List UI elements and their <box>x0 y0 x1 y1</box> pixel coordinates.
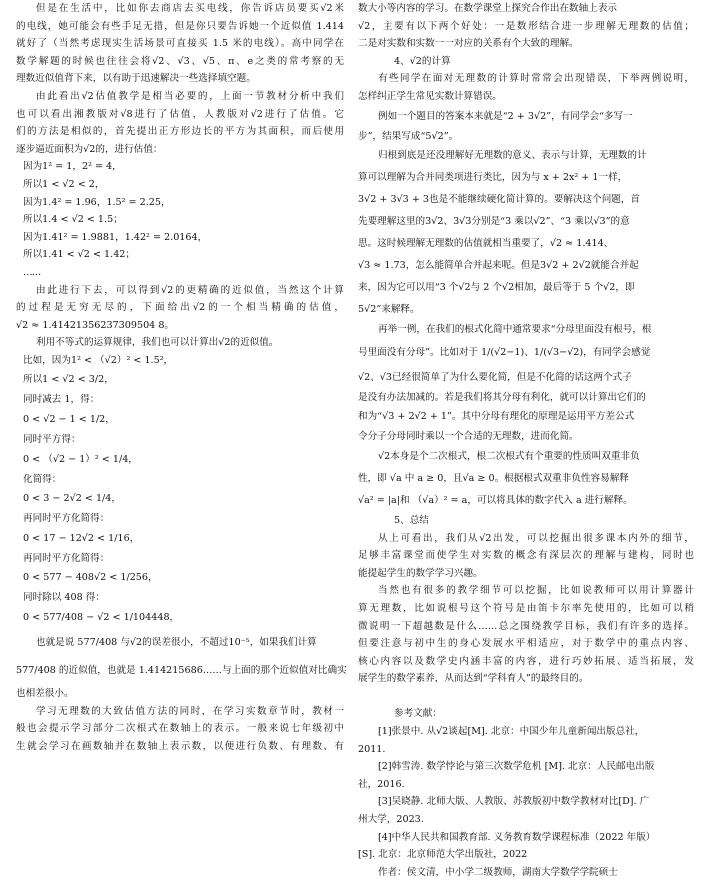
right-text-line: 足够丰富课堂而使学生对实数的概念有深层次的理解与建构，同时也 <box>358 550 694 562</box>
left-text-line: 的过程是无穷无尽的，下面给出√2的一个相当精确的估值， <box>16 302 344 314</box>
left-text-line: 577/408 的近似值，也就是 1.414215686……与上面的那个近似值对比确实 <box>16 665 347 677</box>
left-text-line: 0 < 577/408 − √2 < 1/104448， <box>23 612 180 624</box>
right-text-line: [1]张景中. 从√2谈起[M]. 北京：中国少年儿童新闻出版总社， <box>378 726 645 738</box>
left-text-line: 所以1.41 < √2 < 1.42； <box>23 249 135 261</box>
left-text-line: 般也会提示学习部分二次根式在数轴上的表示。一般来说七年级初中 <box>16 723 344 735</box>
left-text-line: 0 < （√2 − 1）² < 1/4， <box>23 453 138 465</box>
right-text-line: 再举一例，在我们的根式化简中通常要求“分母里面没有根号，根 <box>378 324 652 336</box>
right-text-line: 怎样纠正学生常见实数计算错误。 <box>358 90 502 102</box>
right-text-line: 算可以理解为合并同类项进行类比，因为与 x + 2x² + 1一样， <box>358 172 628 184</box>
right-text-line: 性，即 √a 中 a ≥ 0，且√a ≥ 0。根据根式双重非负性容易解释 <box>358 472 629 484</box>
right-text-line: 社，2016. <box>358 778 405 790</box>
right-text-line: 步”，结果写成“5√2”。 <box>358 130 459 142</box>
right-text-line: 州大学，2023. <box>358 814 424 826</box>
left-text-line: 的电线，她可能会有些手足无措，但是你只要告诉她一个近似值 1.414 <box>16 20 344 32</box>
right-text-line: 5、总结 <box>394 514 429 526</box>
right-text-line: 有些同学在面对无理数的计算时常常会出现错误，下举两例说明， <box>378 73 694 85</box>
left-text-line: 因为1² = 1，2² = 4， <box>23 161 122 173</box>
right-text-line: 归根到底是还没理解好无理数的意义、表示与计算，无理数的计 <box>378 150 647 162</box>
left-text-line: 学习无理数的大致估值方法的同时，在学习实数章节时，教材一 <box>36 705 344 717</box>
right-text-line: 思。这时候理解无理数的估值就相当重要了，√2 ≈ 1.414、 <box>358 238 614 250</box>
right-text-line: 展学生的数学素养，从而达到“学科育人”的最终目的。 <box>358 673 589 685</box>
left-text-line: …… <box>23 266 41 278</box>
right-text-line: 是没有办法加减的。若是我们将其分母有利化，就可以计算出它们的 <box>358 391 646 403</box>
left-column <box>16 0 347 755</box>
left-text-line: 逐步逼近面积为√2的，进行估值： <box>16 143 163 155</box>
right-text-line: 从上可看出，我们从√2出发，可以挖掘出很多课本内外的细节， <box>378 532 694 544</box>
right-text-line: 2011. <box>358 743 386 755</box>
left-text-line: 利用不等式的运算规律，我们也可以计算出√2的近似值。 <box>36 337 279 349</box>
right-text-line: 号里面没有分母”。比如对于 1/(√2−1)、1/(√3−√2)，有同学会感觉 <box>358 346 651 358</box>
left-text-line: 因为1.41² = 1.9881，1.42² = 2.0164， <box>23 231 208 243</box>
right-text-line: 参考文献： <box>394 708 442 720</box>
right-text-line: 先要理解这里的3√2、3√3分别是“3 乘以√2”、“3 乘以√3”的意 <box>358 216 630 228</box>
left-text-line: 所以1.4 < √2 < 1.5； <box>23 214 123 226</box>
left-text-line: 但是在生活中，比如你去商店去买电线，你告诉店员要买√2米 <box>36 3 344 14</box>
right-text-line: [4]中华人民共和国教育部. 义务教育数学课程标准（2022 年版） <box>378 831 656 843</box>
right-text-line: [2]韩雪涛. 数学悖论与第三次数学危机 [M]. 北京：人民邮电出版 <box>378 761 655 773</box>
right-text-line: 核心内容以及数学史内涵丰富的内容，进行巧妙拓展、适当拓展，发 <box>358 655 694 667</box>
right-text-line: √3 ≈ 1.73，怎么能简单合并起来呢。但是3√2 + 2√2就能合并起 <box>358 260 639 272</box>
left-text-line: 同时除以 408 得： <box>23 592 105 604</box>
right-text-line: 能提起学生的数学学习兴趣。 <box>358 567 483 579</box>
left-text-line: 生就会学习在画数轴并在数轴上表示数，以便进行负数、有理数、有 <box>16 740 344 752</box>
left-text-line: 也就是说 577/408 与√2的误差很小，不超过10⁻⁵，如果我们计算 <box>36 637 317 649</box>
left-text-line: 由此看出√2估值教学是相当必要的，上面一节教材分析中我们 <box>36 90 344 102</box>
right-text-line: [S]. 北京：北京师范大学出版社，2022 <box>358 849 528 861</box>
left-text-line: 因为1.4² = 1.96，1.5² = 2.25， <box>23 196 171 208</box>
left-text-line: 也相差很小。 <box>16 688 74 700</box>
left-text-line: 同时平方得： <box>23 434 81 446</box>
left-text-line: 数学解题的时候也往往会将√2、√3、√5、π、e之类的常考察的无 <box>16 55 344 67</box>
right-text-line: 但要注意与初中生的身心发展水平相适应，对于数学中的重点内容、 <box>358 638 694 650</box>
right-text-line: 当然也有很多的教学细节可以挖掘，比如说教师可以用计算器计 <box>378 585 694 597</box>
left-text-line: 0 < 577 − 408√2 < 1/256， <box>23 572 158 584</box>
left-text-line: 再同时平方化简得： <box>23 513 110 525</box>
left-text-line: 所以1 < √2 < 2， <box>23 178 105 190</box>
right-text-line: 5√2”来解释。 <box>358 304 420 316</box>
right-text-line: √a² = |a|和 （√a）² = a，可以将具体的数字代入 a 进行解释。 <box>358 494 633 506</box>
left-text-line: 比如，因为1² < （√2）² < 1.5²， <box>23 354 174 366</box>
right-text-line: √2、√3已经很简单了为什么要化简，但是不化简的话这两个式子 <box>358 371 632 383</box>
left-text-line: 0 < 17 − 12√2 < 1/16， <box>23 532 140 544</box>
left-text-line: 理数近似值背下来，以有助于迅速解决一些选择填空题。 <box>16 73 256 85</box>
left-text-line: 所以1 < √2 < 3/2， <box>23 374 114 386</box>
left-text-line: 0 < √2 − 1 < 1/2， <box>23 414 115 426</box>
right-text-line: √2，主要有以下两个好处：一是数形结合进一步理解无理数的估值； <box>358 20 694 32</box>
left-text-line: 们的方法是相似的，首先提出正方形边长的平方为其面积，而后使用 <box>16 126 344 138</box>
right-text-line <box>358 688 694 706</box>
right-text-line: √2本身是个二次根式，根二次根式有个重要的性质叫双重非负 <box>378 450 640 462</box>
right-text-line: 和为“√3 + 2√2 + 1”。其中分母有理化的原理是运用平方差公式 <box>358 411 635 423</box>
right-text-line: 数大小等内容的学习。在数学课堂上探究合作出在数轴上表示 <box>358 3 618 14</box>
left-text-line: 也可以看出湘教版对√8进行了估值，人教版对√2进行了估值。它 <box>16 108 344 120</box>
left-text-line: 再同时平方化简得： <box>23 552 110 564</box>
left-text-line: 化简得： <box>23 473 62 485</box>
right-text-line: 微说明一下超越数是什么……总之围绕教学目标，我们有许多的选择。 <box>358 620 694 632</box>
left-text-line: √2 ≈ 1.41421356237309504 8。 <box>16 319 175 331</box>
right-text-line: 4、√2的计算 <box>394 55 451 67</box>
right-text-line: 来，因为它可以用“3 个√2与 2 个√2相加，最后等于 5 个√2，即 <box>358 282 635 294</box>
right-text-line: 令分子分母同时乘以一个合适的无理数，进而化简。 <box>358 431 579 443</box>
right-text-line: 作者：侯文清，中小学二级教师，湖南大学数学学院硕士 <box>378 866 618 878</box>
left-text-line: 就好了（当然考虑现实生活场景可直接买 1.5 米的电线）。高中同学在 <box>16 38 344 50</box>
right-text-line: 二是对实数和实数一一对应的关系有个大致的理解。 <box>358 38 579 50</box>
left-text-line: 0 < 3 − 2√2 < 1/4， <box>23 493 121 505</box>
left-text-line: 由此进行下去，可以得到√2的更精确的近似值，当然这个计算 <box>36 284 344 296</box>
left-text-line: 同时减去 1，得： <box>23 394 100 406</box>
right-column <box>358 0 694 881</box>
right-text-line: 例如一个题目的答案本来就是“2 + 3√2”，有同学会“多写一 <box>378 110 633 122</box>
right-text-line: 3√2 + 3√3 + 3也是不能继续硬化简计算的。要解决这个问题，首 <box>358 194 641 206</box>
right-text-line: [3]吴晓静. 北师大版、人教版、苏教版初中数学教材对比[D]. 广 <box>378 796 650 808</box>
right-text-line: 算无理数，比如说根号这个符号是由笛卡尔率先使用的，比如可以稍 <box>358 602 694 614</box>
